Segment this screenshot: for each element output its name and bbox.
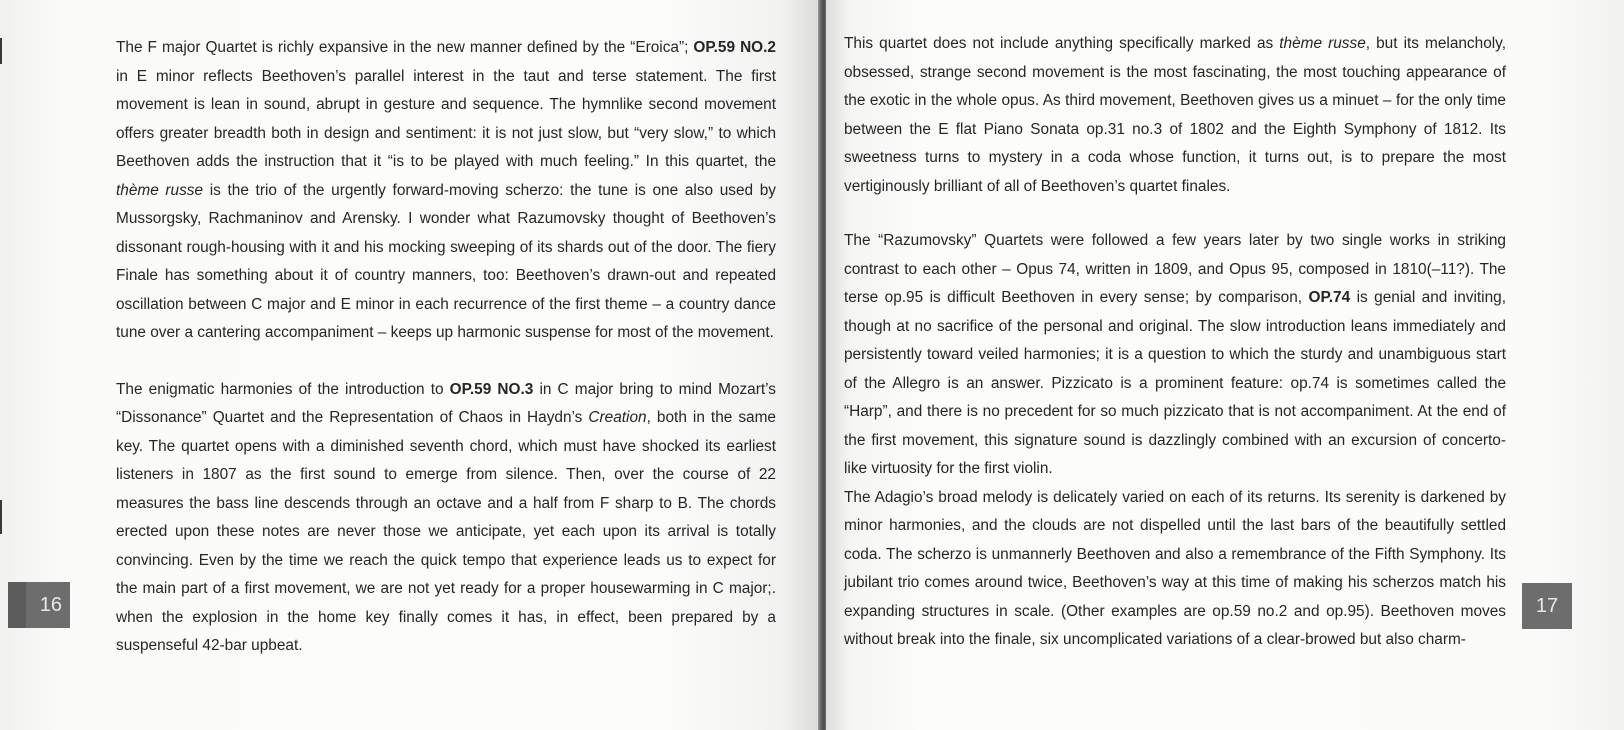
italic-run: Creation xyxy=(588,409,647,426)
paragraph xyxy=(844,227,1506,484)
page-number: 17 xyxy=(1535,594,1559,617)
text-run: The enigmatic harmonies of the introduction to xyxy=(116,380,450,398)
page-edge-mark xyxy=(0,38,2,64)
page-number-tab xyxy=(8,582,70,628)
work-title-run: OP.74 xyxy=(1308,289,1351,306)
page-number: 16 xyxy=(39,593,62,616)
text-run: is the trio of the urgently forward-moving scherzo: the tune is one also used by Mussorgsky, Rachmaninov and Arensky. I wonder what Razumovsky thought of Beethoven’s dissonant rough-housing with it and his mocking sweeping of its shards out of the door. The fiery Finale has something about it of country manners, too: Beethoven’s drawn-out and repeated oscillation between C major and E minor in each recurrence of the first theme – a country dance tune over a cantering accompaniment – keeps up harmonic suspense for most of the movement. xyxy=(116,181,777,341)
text-run: , both in the same key. The quartet opens with a diminished seventh chord, which must have shocked its earliest listeners in 1807 as the first sound to emerge from silence. Then, over the course of 22 measures the bass line descends through an octave and a half from F sharp to B. The chords erected upon these notes are never those we anticipate, yet each upon its arrival is totally convincing. Even by the time we reach the quick tempo that experience leads us to expect for the main part of a first movement, we are not yet ready for a proper housewarming in C major;. when the explosion in the home key finally comes it has, in effect, been prepared by a suspenseful 42-bar upbeat. xyxy=(116,409,776,654)
paragraph xyxy=(116,34,776,348)
italic-run: thème russe xyxy=(1279,35,1366,52)
text-run: , but its melancholy, obsessed, strange second movement is the most fascinating, the most touching appearance of the exotic in the whole opus. As third movement, Beethoven gives us a minuet – for the only time between the E flat Piano Sonata op.31 no.3 of 1802 and the Eighth Symphony of 1812. Its sweetness turns to mystery in a coda whose function, it turns out, is to prepare the most vertiginously brilliant of all of Beethoven’s quartet finales. xyxy=(844,35,1506,195)
page-edge-mark xyxy=(0,500,2,534)
text-run: The Adagio’s broad melody is delicately varied on each of its returns. Its serenity is darkened by minor harmonies, and the clouds are not dispelled until the last bars of the beautifully settled coda. The scherzo is unmannerly Beethoven and also a remembrance of the Fifth Symphony. Its jubilant trio comes around twice, Beethoven’s way at this time of making his scherzos match his expanding structures in scale. (Other examples are op.59 no.2 and op.95). Beethoven moves without break into the finale, six uncomplicated variations of a clear-browed but also charm- xyxy=(844,488,1506,648)
page-number-tab xyxy=(1522,583,1572,629)
text-run: in E minor reflects Beethoven’s parallel interest in the taut and terse statement. The first movement is lean in sound, abrupt in gesture and sequence. The hymnlike second movement offers greater breadth both in design and sentiment: it is not just slow, but “very slow,” to which Beethoven adds the instruction that it “is to be played with much feeling.” In this quartet, the xyxy=(116,67,776,170)
paragraph xyxy=(844,30,1506,201)
paragraph xyxy=(116,376,776,661)
text-run: The “Razumovsky” Quartets were followed a few years later by two single works in striking contrast to each other – Opus 74, written in 1809, and Opus 95, composed in 1810(–11?). The terse op.95 is difficult Beethoven in every sense; by comparison, xyxy=(844,232,1506,306)
work-title-run: OP.59 NO.3 xyxy=(449,380,534,398)
left-page-body xyxy=(116,34,776,661)
text-run: in C major bring to mind Mozart’s “Dissonance” Quartet and the Representation of Chaos in Haydn’s xyxy=(116,380,776,426)
text-run: is genial and inviting, though at no sacrifice of the personal and original. The slow introduction leans immediately and persistently toward veiled harmonies; it is a question to which the sturdy and unambiguous start of the Allegro is an answer. Pizzicato is a prominent feature: op.74 is sometimes called the “Harp”, and there is no precedent for so much pizzicato that is not accompaniment. At the end of the first movement, this signature sound is dazzlingly combined with an excursion of concerto-like virtuosity for the first violin. xyxy=(844,289,1506,477)
paragraph xyxy=(844,484,1506,655)
work-title-run: OP.59 NO.2 xyxy=(693,39,776,56)
text-run: The F major Quartet is richly expansive in the new manner defined by the “Eroica”; xyxy=(116,39,694,56)
right-page-body xyxy=(844,30,1506,655)
text-run: This quartet does not include anything specifically marked as xyxy=(844,35,1280,52)
italic-run: thème russe xyxy=(116,181,204,199)
